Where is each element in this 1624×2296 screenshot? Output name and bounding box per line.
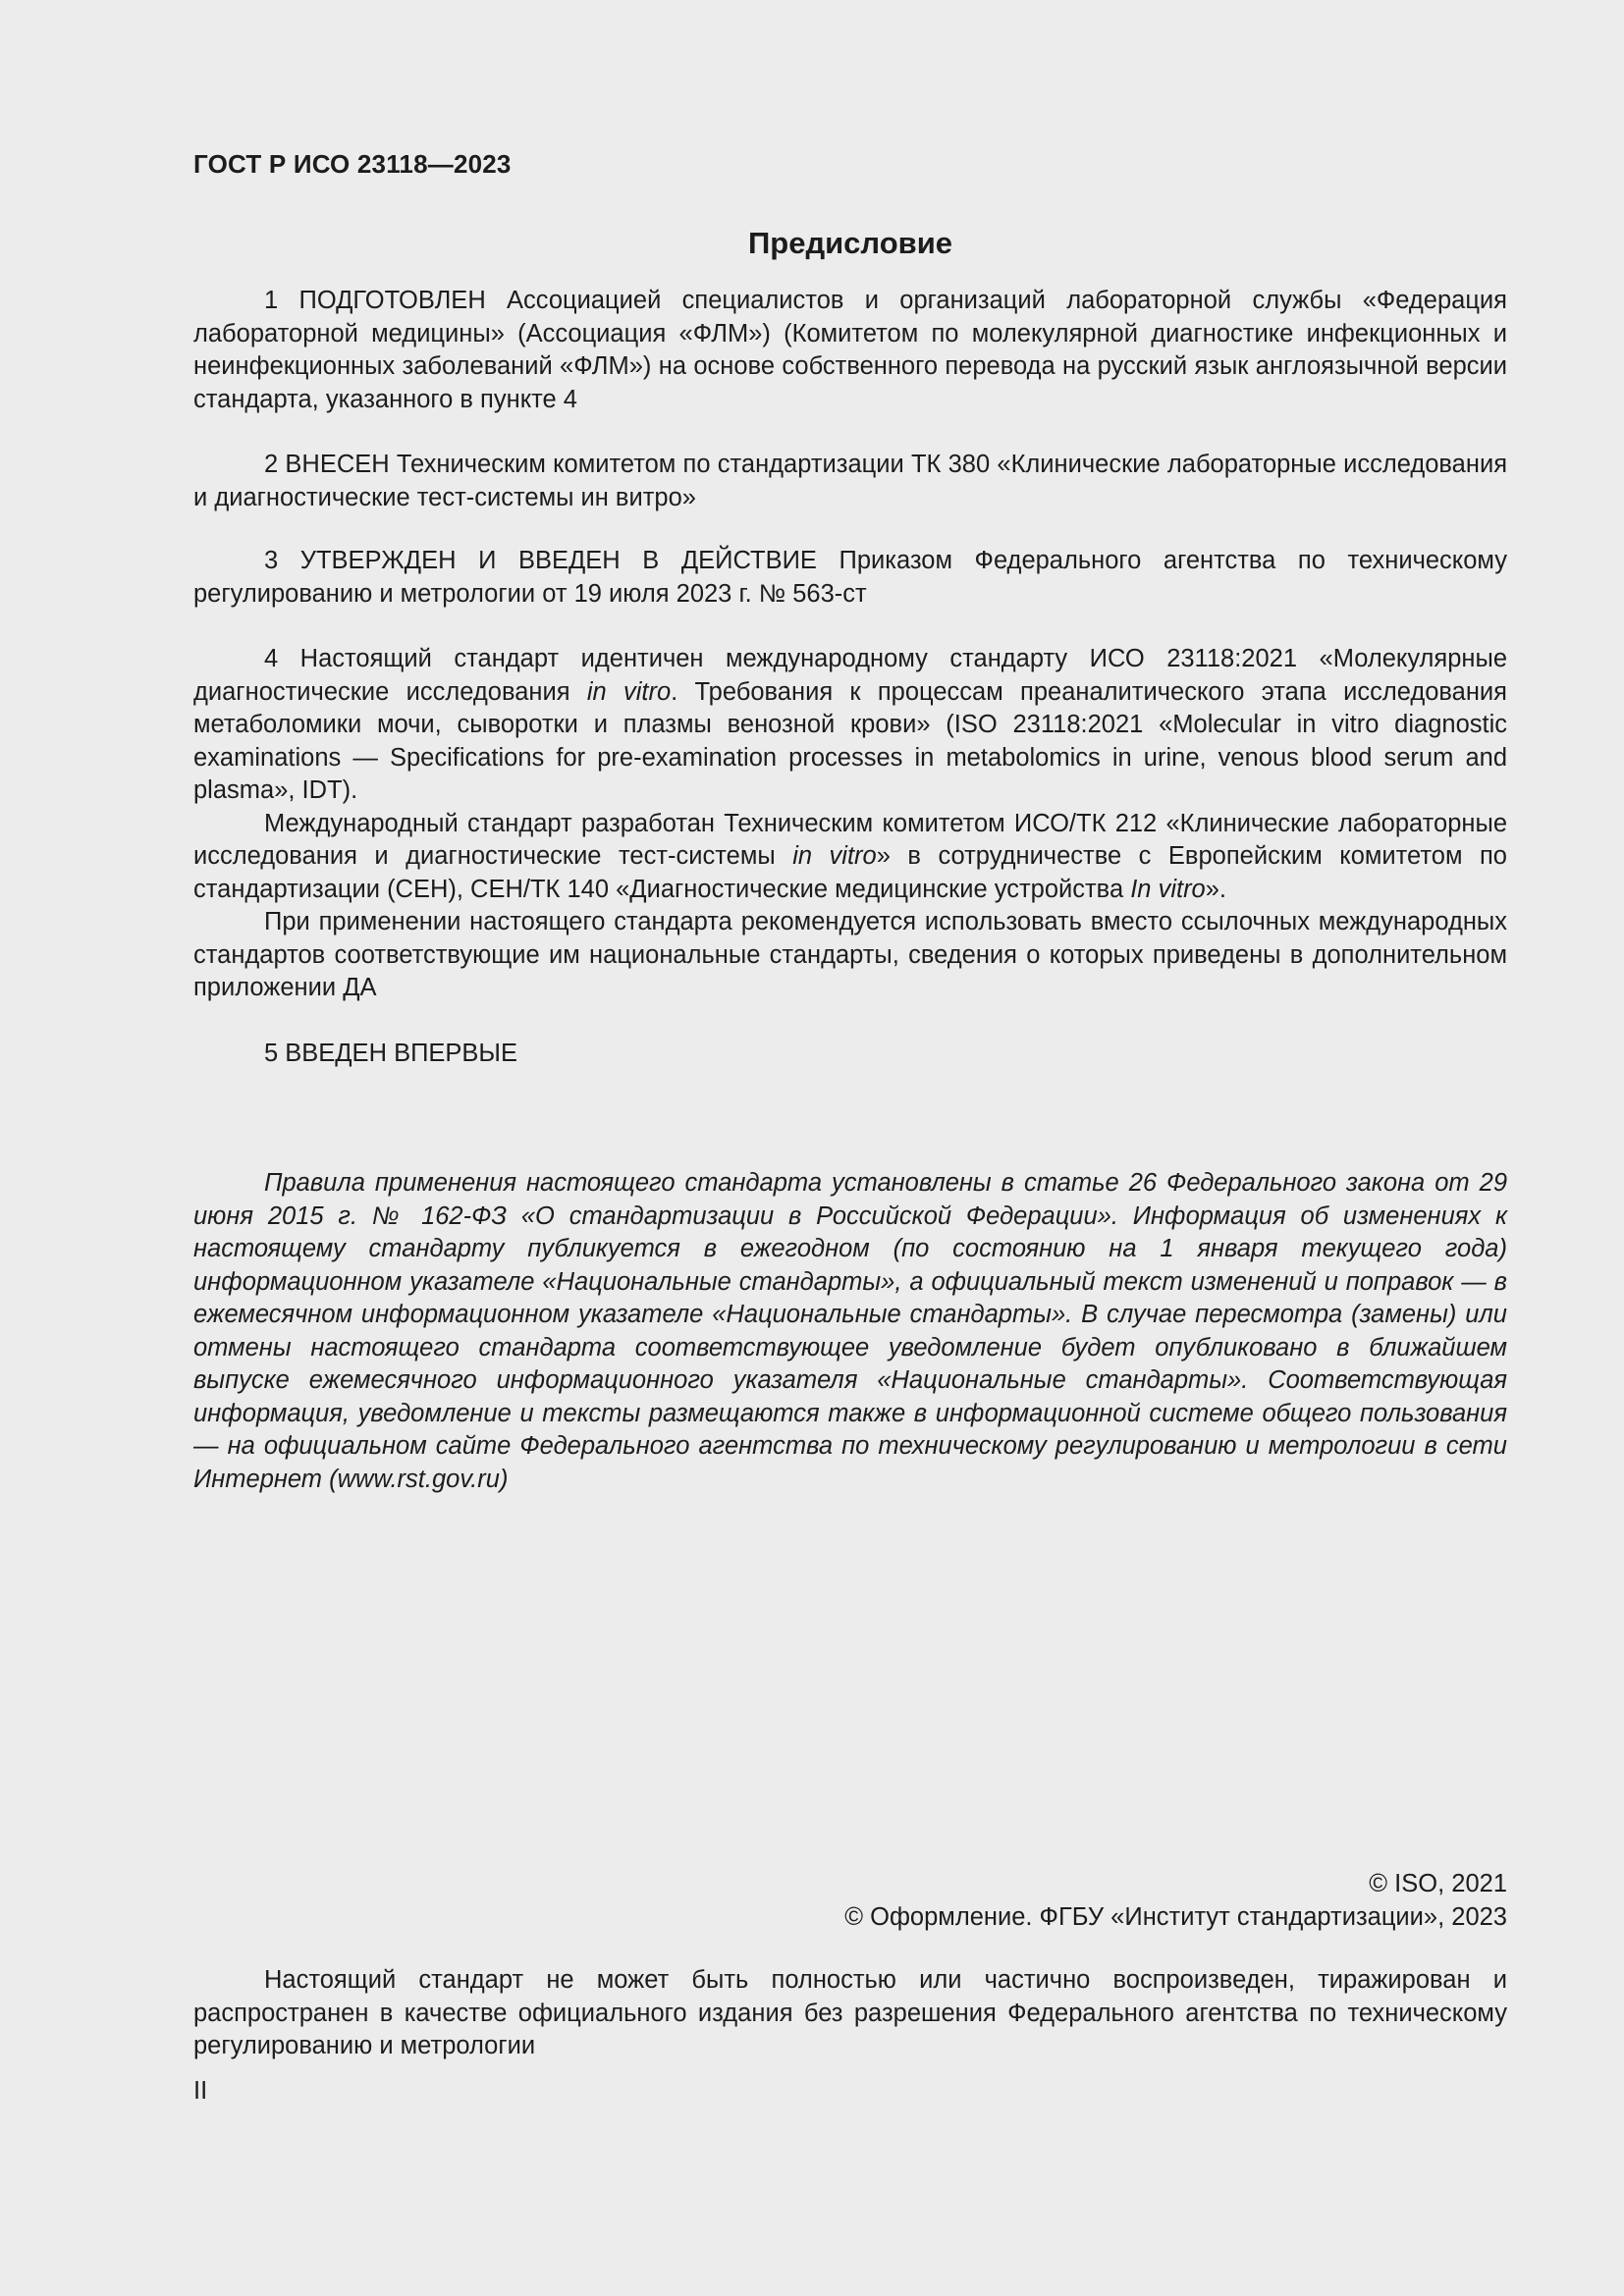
foreword-item-1 xyxy=(193,285,1507,416)
reproduction-notice xyxy=(193,1964,1507,2063)
text-span: » в сотрудничестве с Европейским комитетом по стандартизации (СЕН), СЕН/ТК 140 «Диагностические медицинские устройства xyxy=(193,842,1507,903)
copyright-iso: © ISO, 2021 xyxy=(1369,1870,1507,1897)
page-title: Предисловие xyxy=(747,226,952,260)
foreword-item-3-text: 3 УТВЕРЖДЕН И ВВЕДЕН В ДЕЙСТВИЕ Приказом Федерального агентства по техническому регулированию и метрологии от 19 июля 2023 г. № 563-ст xyxy=(193,547,1507,608)
reproduction-notice-text: Настоящий стандарт не может быть полностью или частично воспроизведен, тиражирован и распространен в качестве официального издания без разрешения Федерального агентства по техническому регулированию и метрологии xyxy=(193,1966,1507,2059)
italic-span: In vitro xyxy=(1130,875,1206,903)
text-span: . Требования к процессам преаналитического этапа исследования метаболомики мочи, сыворотки и плазмы венозной крови» (ISO 23118:2021 «Molecular in vitro diagnostic examinations — Specifications for pre-examination processes in metabolomics in urine, venous blood serum and plasma», IDT). xyxy=(193,677,1507,804)
text-span: Международный стандарт разработан Техническим комитетом ИСО/ТК 212 «Клинические лабораторные исследования и диагностические тест-системы xyxy=(193,809,1507,870)
text-span: 4 Настоящий стандарт идентичен международному стандарту ИСО 23118:2021 «Молекулярные диагностические исследования xyxy=(193,645,1507,706)
foreword-item-2 xyxy=(193,449,1507,514)
foreword-item-5-text: 5 ВВЕДЕН ВПЕРВЫЕ xyxy=(264,1040,518,1067)
foreword-item-4 xyxy=(193,643,1507,1005)
italic-span: in vitro xyxy=(586,677,672,706)
copyright-design: © Оформление. ФГБУ «Институт стандартизации», 2023 xyxy=(844,1902,1507,1931)
copyright-block xyxy=(193,1868,1507,1934)
italic-span: in vitro xyxy=(792,842,877,870)
foreword-item-4-paragraph-2 xyxy=(193,808,1507,907)
foreword-item-4-paragraph-3: При применении настоящего стандарта рекомендуется использовать вместо ссылочных международных стандартов соответствующие им национальные стандарты, сведения о которых приведены в дополнительном приложении ДА xyxy=(193,908,1507,1001)
text-span: ». xyxy=(1205,875,1227,903)
foreword-item-3 xyxy=(193,545,1507,611)
page-number: II xyxy=(193,2077,208,2105)
foreword-item-4-paragraph-1 xyxy=(193,643,1507,808)
foreword-item-2-text: 2 ВНЕСЕН Техническим комитетом по стандартизации ТК 380 «Клинические лабораторные исследования и диагностические тест-системы ин витро» xyxy=(193,451,1507,511)
foreword-item-1-text: 1 ПОДГОТОВЛЕН Ассоциацией специалистов и организаций лабораторной службы «Федерация лабораторной медицины» (Ассоциация «ФЛМ») (Комитетом по молекулярной диагностике инфекционных и неинфекционных заболеваний «ФЛМ») на основе собственного перевода на русский язык англоязычной версии стандарта, указанного в пункте 4 xyxy=(193,287,1507,413)
application-rules-text: Правила применения настоящего стандарта установлены в статье 26 Федерального закона от 29 июня 2015 г. № 162-ФЗ «О стандартизации в Российской Федерации». Информация об изменениях к настоящему стандарту публикуется в ежегодном (по состоянию на 1 января текущего года) информационном указателе «Национальные стандарты», а официальный текст изменений и поправок — в ежемесячном информационном указателе «Национальные стандарты». В случае пересмотра (замены) или отмены настоящего стандарта соответствующее уведомление будет опубликовано в ближайшем выпуске ежемесячного информационного указателя «Национальные стандарты». Соответствующая информация, уведомление и тексты размещаются также в информационной системе общего пользования — на официальном сайте Федерального агентства по техническому регулированию и метрологии в сети Интернет (www.rst.gov.ru) xyxy=(193,1169,1507,1493)
application-rules xyxy=(193,1167,1507,1496)
foreword-item-5 xyxy=(193,1038,1507,1071)
document-code: ГОСТ Р ИСО 23118—2023 xyxy=(193,149,512,179)
